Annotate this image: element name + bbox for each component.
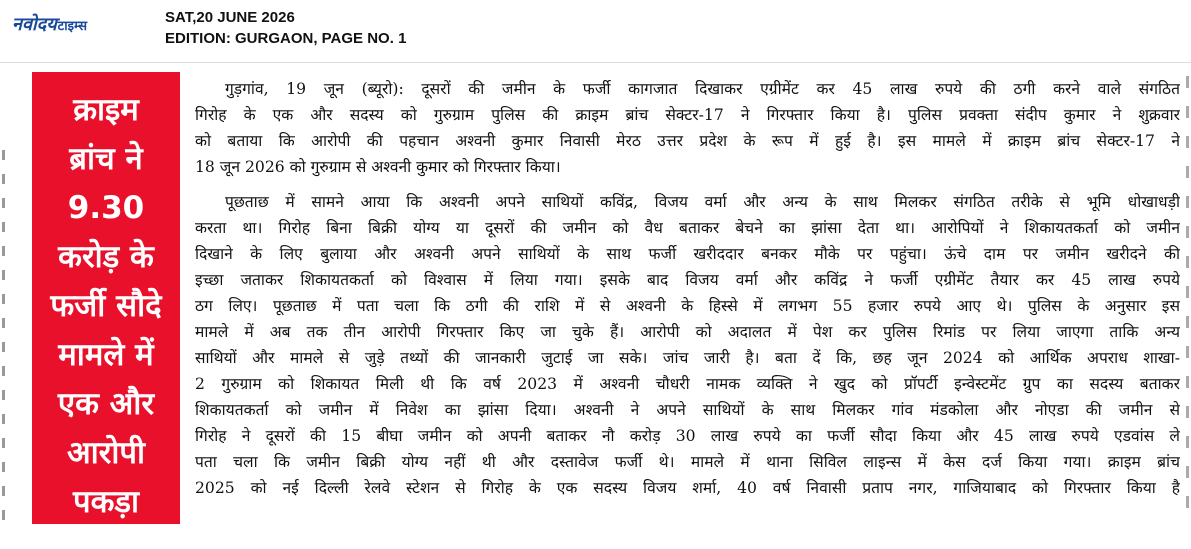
article-line: शिकायतकर्ता को जमीन में निवेश का झांसा दिया। अश्वनी ने अपने साथियों के साथ मिलकर गांव मंडकोला और नोएडा की जमीन से: [195, 401, 1180, 419]
logo-main-text: नवोदय: [12, 14, 57, 35]
headline-line: फर्जी सौदे: [50, 288, 162, 324]
article-line: पता चला कि जमीन बिक्री योग्य नहीं थी और दस्तावेज फर्जी थे। मामले में थाना सिविल लाइन्स में केस दर्ज किया गया। क्राइम ब्रांच: [195, 453, 1180, 471]
adjacent-column-edge-left: [0, 150, 10, 549]
headline-line: क्राइम: [73, 92, 139, 128]
article-line: गुड़गांव, 19 जून (ब्यूरो): दूसरों की जमीन के फर्जी कागजात दिखाकर एग्रीमेंट कर 45 लाख रुपये की ठगी करने वाले संगठित: [225, 80, 1180, 98]
article-line: गिरोह ने दूसरों की 15 बीघा जमीन को अपनी बताकर नौ करोड़ 30 लाख रुपये का फर्जी सौदा किया और 45 लाख रुपये एडवांस ले: [195, 427, 1180, 445]
article-line: गिरोह के एक और सदस्य को गुरुग्राम पुलिस की क्राइम ब्रांच सेक्टर-17 ने गिरफ्तार किया है। पुलिस प्रवक्ता संदीप कुमार ने शुक्रवार: [195, 106, 1180, 124]
headline-line: पकड़ा: [72, 484, 140, 520]
edition-page-info: EDITION: GURGAON, PAGE NO. 1: [165, 30, 407, 47]
article-line: 2 गुरुग्राम को शिकायत मिली थी कि वर्ष 2023 में अश्वनी चौधरी नामक व्यक्ति ने खुद को प्रॉपर्टी इन्वेस्टमेंट ग्रुप का सदस्य बताकर: [195, 375, 1180, 393]
masthead-bar: [0, 0, 1191, 63]
article-line: साथियों और मामले से जुड़े तथ्यों की जानकारी जुटाई जा सके। जांच जारी है। बता दें कि, छह जून 2024 को आर्थिक अपराध शाखा-: [195, 349, 1180, 367]
headline-line: मामले में: [58, 337, 154, 373]
article-line: 18 जून 2026 को गुरुग्राम से अश्वनी कुमार को गिरफ्तार किया।: [195, 158, 561, 176]
headline-line: ब्रांच ने: [69, 141, 143, 177]
article-line: करता था। गिरोह बिना बिक्री योग्य या दूसरों की जमीन को वैध बताकर बेचने का झांसा देता था। आरोपियों ने शिकायतकर्ता को जमीन: [195, 219, 1180, 237]
article-body: [195, 76, 1180, 546]
article-line: 2025 को नई दिल्ली रेलवे स्टेशन से गिरोह के एक सदस्य विजय शर्मा, 40 वर्ष निवासी प्रताप नगर, गाजियाबाद को गिरफ्तार किया है: [195, 479, 1180, 497]
edition-date: SAT,20 JUNE 2026: [165, 9, 295, 26]
article-line: मामले में अब तक तीन आरोपी गिरफ्तार किए जा चुके हैं। आरोपी को अदालत में पेश कर पुलिस रिमांड पर लिया जाएगा ताकि अन्य: [195, 323, 1180, 341]
headline-line: आरोपी: [66, 435, 146, 471]
headline-line: एक और: [57, 386, 155, 422]
article-line: इच्छा जताकर शिकायतकर्ता को विश्वास में लिया गया। इसके बाद विजय वर्मा और कविंद्र ने फर्जी एग्रीमेंट तैयार कर 45 लाख रुपये: [195, 271, 1180, 289]
newspaper-logo[interactable]: [12, 12, 87, 36]
adjacent-column-edge-right: [1183, 76, 1191, 546]
headline-line: 9.30: [67, 190, 145, 226]
article-line: दिखाने के लिए बुलाया और अश्वनी अपने साथियों के साथ फर्जी खरीददार बनकर मौके पर पहुंचा। ऊंचे दाम पर जमीन खरीदने की: [195, 245, 1180, 263]
headline-box: [32, 72, 180, 524]
article-line: पूछताछ में सामने आया कि अश्वनी अपने साथियों कविंद्र, विजय वर्मा और अन्य के साथ मिलकर संगठित तरीके से भूमि धोखाधड़ी: [225, 193, 1180, 211]
headline-line: करोड़ के: [58, 239, 154, 275]
article-line: को बताया कि आरोपी की पहचान अश्वनी कुमार निवासी मेरठ उत्तर प्रदेश के रूप में हुई है। इस मामले में क्राइम ब्रांच सेक्टर-17 ने: [195, 132, 1180, 150]
article-line: ठग लिए। पूछताछ में पता चला कि ठगी की राशि में से अश्वनी के हिस्से में लगभग 55 हजार रुपये आए थे। पुलिस के अनुसार इस: [195, 297, 1180, 315]
logo-sub-text: टाइम्स: [57, 19, 87, 34]
